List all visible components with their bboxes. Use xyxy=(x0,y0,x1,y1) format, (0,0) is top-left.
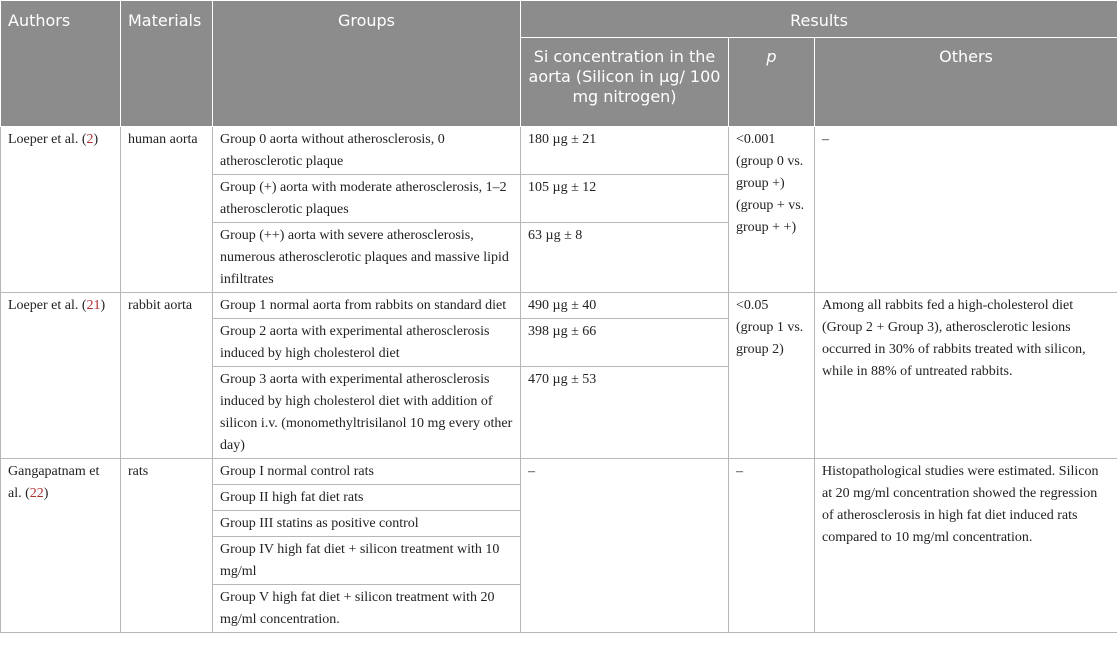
material-cell: rats xyxy=(121,459,213,633)
p-cell: – xyxy=(729,459,815,633)
group-cell: Group 3 aorta with experimental atherosclerosis induced by high cholesterol diet with addition of silicon i.v. (monomethyltrisilanol 10 mg every other day) xyxy=(213,367,521,459)
header-groups: Groups xyxy=(213,1,521,127)
group-cell: Group V high fat diet + silicon treatment with 20 mg/ml concentration. xyxy=(213,585,521,633)
header-si-concentration: Si concentration in the aorta (Silicon in µg/ 100 mg nitrogen) xyxy=(521,38,729,127)
p-cell: <0.05 (group 1 vs. group 2) xyxy=(729,293,815,459)
group-cell: Group IV high fat diet + silicon treatment with 10 mg/ml xyxy=(213,537,521,585)
si-cell: – xyxy=(521,459,729,633)
reference-link[interactable]: 21 xyxy=(86,298,101,313)
reference-link[interactable]: 22 xyxy=(29,486,44,501)
table-row xyxy=(1,127,1117,175)
si-cell: 470 µg ± 53 xyxy=(521,367,729,459)
others-cell: Histopathological studies were estimated. Silicon at 20 mg/ml concentration showed the regression of atherosclerosis in high fat diet induced rats compared to 10 mg/ml concentration. xyxy=(815,459,1117,633)
material-cell: human aorta xyxy=(121,127,213,293)
group-cell: Group 2 aorta with experimental atherosclerosis induced by high cholesterol diet xyxy=(213,319,521,367)
table-row xyxy=(1,293,1117,319)
others-cell: – xyxy=(815,127,1117,293)
others-cell: Among all rabbits fed a high-cholesterol diet (Group 2 + Group 3), atherosclerotic lesions occurred in 30% of rabbits treated with silicon, while in 88% of untreated rabbits. xyxy=(815,293,1117,459)
si-cell: 398 µg ± 66 xyxy=(521,319,729,367)
group-cell: Group (+) aorta with moderate atherosclerosis, 1–2 atherosclerotic plaques xyxy=(213,175,521,223)
group-cell: Group III statins as positive control xyxy=(213,511,521,537)
si-cell: 63 µg ± 8 xyxy=(521,223,729,293)
si-cell: 180 µg ± 21 xyxy=(521,127,729,175)
header-results: Results xyxy=(521,1,1117,38)
group-cell: Group 0 aorta without atherosclerosis, 0 atherosclerotic plaque xyxy=(213,127,521,175)
group-cell: Group 1 normal aorta from rabbits on standard diet xyxy=(213,293,521,319)
reference-link[interactable]: 2 xyxy=(86,132,94,147)
p-cell: <0.001 (group 0 vs. group +) (group + vs. group + +) xyxy=(729,127,815,293)
group-cell: Group II high fat diet rats xyxy=(213,485,521,511)
header-row-1 xyxy=(1,1,1117,38)
header-materials: Materials xyxy=(121,1,213,127)
group-cell: Group I normal control rats xyxy=(213,459,521,485)
header-others: Others xyxy=(815,38,1117,127)
group-cell: Group (++) aorta with severe atherosclerosis, numerous atherosclerotic plaques and massive lipid infiltrates xyxy=(213,223,521,293)
header-authors: Authors xyxy=(1,1,121,127)
authors-cell: Loeper et al. (2) xyxy=(1,127,121,293)
si-cell: 105 µg ± 12 xyxy=(521,175,729,223)
table-row xyxy=(1,459,1117,485)
si-cell: 490 µg ± 40 xyxy=(521,293,729,319)
authors-cell: Loeper et al. (21) xyxy=(1,293,121,459)
header-p: p xyxy=(729,38,815,127)
authors-cell: Gangapatnam et al. (22) xyxy=(1,459,121,633)
material-cell: rabbit aorta xyxy=(121,293,213,459)
